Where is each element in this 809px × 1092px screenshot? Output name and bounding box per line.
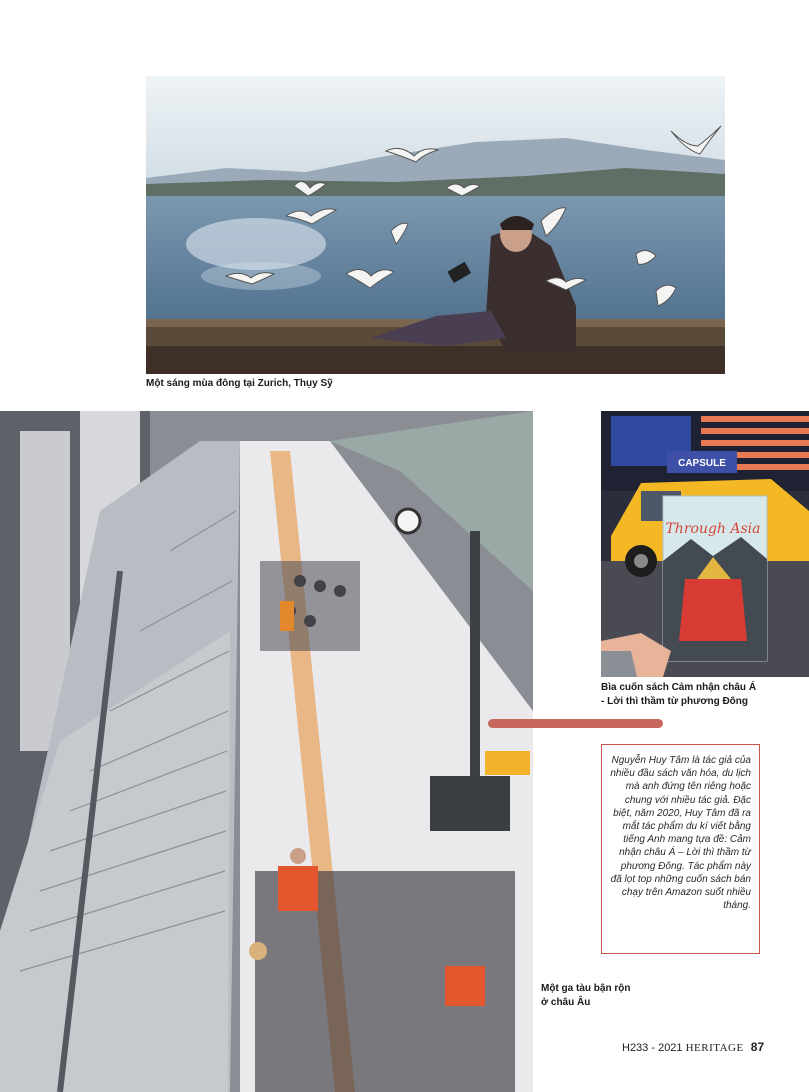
book-title-text: Through Asia (665, 521, 761, 537)
zurich-caption: Một sáng mùa đông tại Zurich, Thụy Sỹ (146, 378, 333, 389)
station-caption (541, 982, 630, 1010)
magazine-name: HERITAGE (685, 1042, 744, 1054)
book-cover-photo (601, 411, 809, 677)
book-caption (601, 681, 756, 709)
author-bio-text: Nguyễn Huy Tâm là tác giả của nhiều đầu sách văn hóa, du lịch mà anh đứng tên riêng hoặc chung với nhiều tác giả. Đặc biệt, năm 2020, Huy Tâm đã ra mắt tác phẩm du kí viết bằng tiếng Anh mang tựa đề: Cảm nhận châu Á – Lời thì thầm từ phương Đông. Tác phẩm này đã lọt top những cuốn sách bán chạy trên Amazon suốt nhiều tháng. (610, 755, 751, 912)
page-footer (622, 1040, 764, 1054)
accent-bar (488, 719, 663, 728)
train-station-photo (0, 411, 533, 1092)
author-bio-box (601, 744, 760, 954)
station-caption-line1: Một ga tàu bận rộn (541, 983, 631, 994)
page-number: 87 (750, 1040, 765, 1054)
book-caption-line2: - Lời thì thầm từ phương Đông (601, 696, 749, 707)
taxi-sign-text: CAPSULE (678, 458, 726, 469)
station-caption-line2: ở châu Âu (541, 997, 591, 1008)
issue-number: H233 - 2021 (622, 1042, 683, 1054)
book-caption-line1: Bìa cuốn sách Cảm nhận châu Á (601, 682, 757, 693)
zurich-lake-photo (146, 76, 725, 374)
